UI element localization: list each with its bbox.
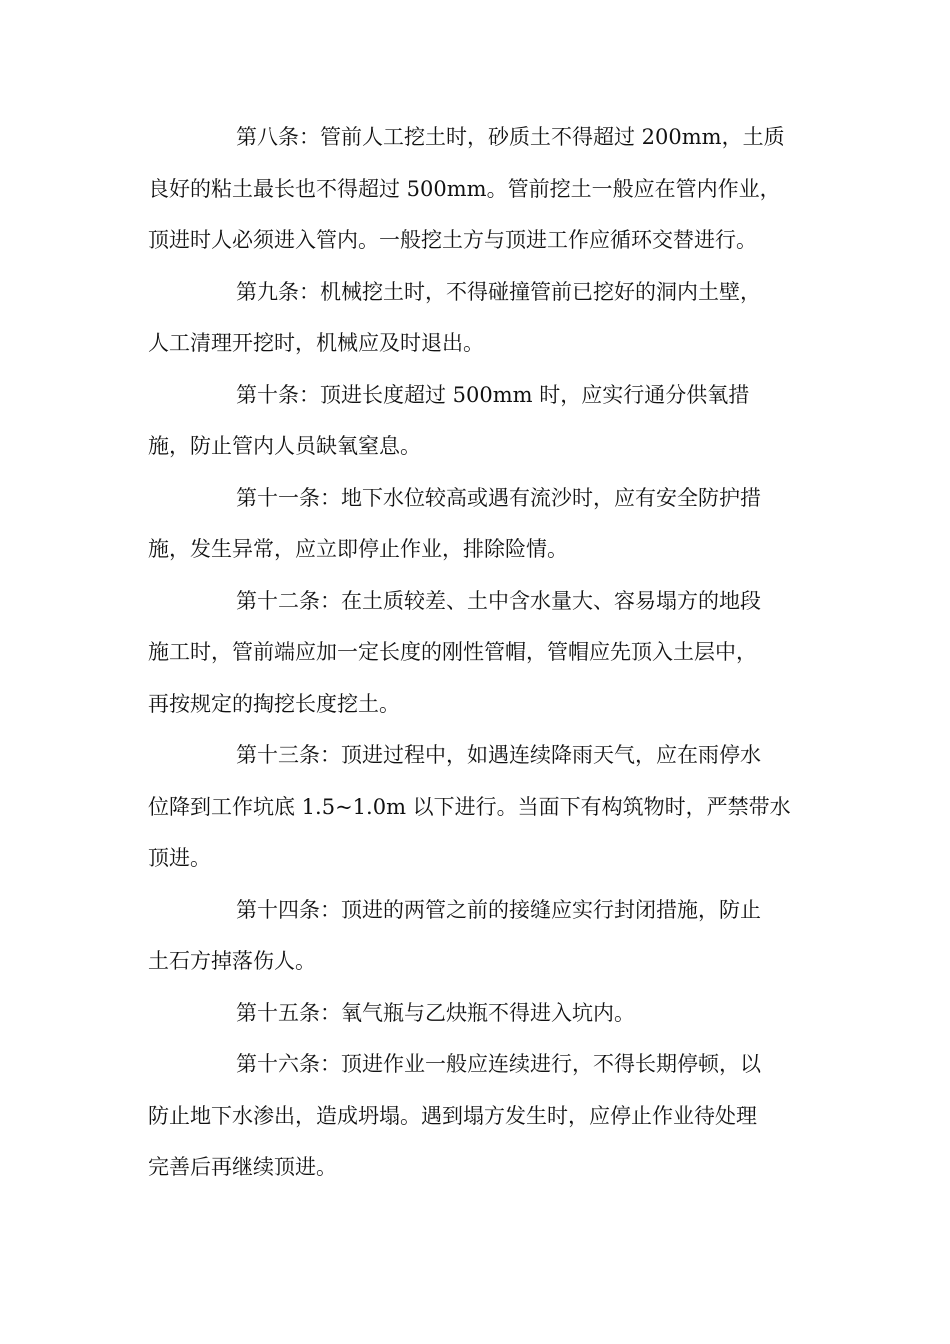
document-body (148, 112, 804, 1194)
paragraph-article-11 (148, 473, 804, 576)
text-line: 第八条：管前人工挖土时，砂质土不得超过 200mm，土质 (236, 125, 785, 149)
text-line: 第九条：机械挖土时，不得碰撞管前已挖好的洞内土壁， (236, 279, 761, 304)
paragraph-article-16 (148, 1039, 804, 1194)
text-line: 第十一条：地下水位较高或遇有流沙时，应有安全防护措 (236, 485, 761, 510)
text-line: 顶进时人必须进入管内。一般挖土方与顶进工作应循环交替进行。 (148, 228, 757, 252)
text-line: 再按规定的掏挖长度挖土。 (148, 691, 400, 716)
paragraph-article-15 (148, 988, 804, 1040)
text-line: 防止地下水渗出，造成坍塌。遇到塌方发生时，应停止作业待处理 (148, 1103, 757, 1128)
text-line: 第十三条：顶进过程中，如遇连续降雨天气，应在雨停水 (236, 743, 761, 767)
text-line: 第十六条：顶进作业一般应连续进行，不得长期停顿，以 (236, 1052, 761, 1076)
paragraph-article-12 (148, 576, 804, 731)
text-line: 施，防止管内人员缺氧窒息。 (148, 434, 421, 458)
text-line: 位降到工作坑底 1.5~1.0m 以下进行。当面下有构筑物时，严禁带水 (148, 794, 791, 819)
text-line: 良好的粘土最长也不得超过 500mm。管前挖土一般应在管内作业， (148, 176, 781, 201)
paragraph-article-13 (148, 730, 804, 885)
text-line: 第十条：顶进长度超过 500mm 时，应实行通分供氧措 (236, 382, 750, 407)
paragraph-article-9 (148, 267, 804, 370)
text-line: 完善后再继续顶进。 (148, 1155, 337, 1179)
text-line: 土石方掉落伤人。 (148, 949, 316, 973)
text-line: 人工清理开挖时，机械应及时退出。 (148, 331, 484, 355)
text-line: 第十四条：顶进的两管之前的接缝应实行封闭措施，防止 (236, 897, 761, 922)
text-line: 施工时，管前端应加一定长度的刚性管帽，管帽应先顶入土层中， (148, 640, 757, 664)
paragraph-article-10 (148, 370, 804, 473)
text-line: 施，发生异常，应立即停止作业，排除险情。 (148, 537, 568, 561)
text-line: 顶进。 (148, 846, 211, 870)
text-line: 第十五条：氧气瓶与乙炔瓶不得进入坑内。 (236, 1000, 635, 1025)
text-line: 第十二条：在土质较差、土中含水量大、容易塌方的地段 (236, 588, 761, 613)
paragraph-article-14 (148, 885, 804, 988)
paragraph-article-8 (148, 112, 804, 267)
